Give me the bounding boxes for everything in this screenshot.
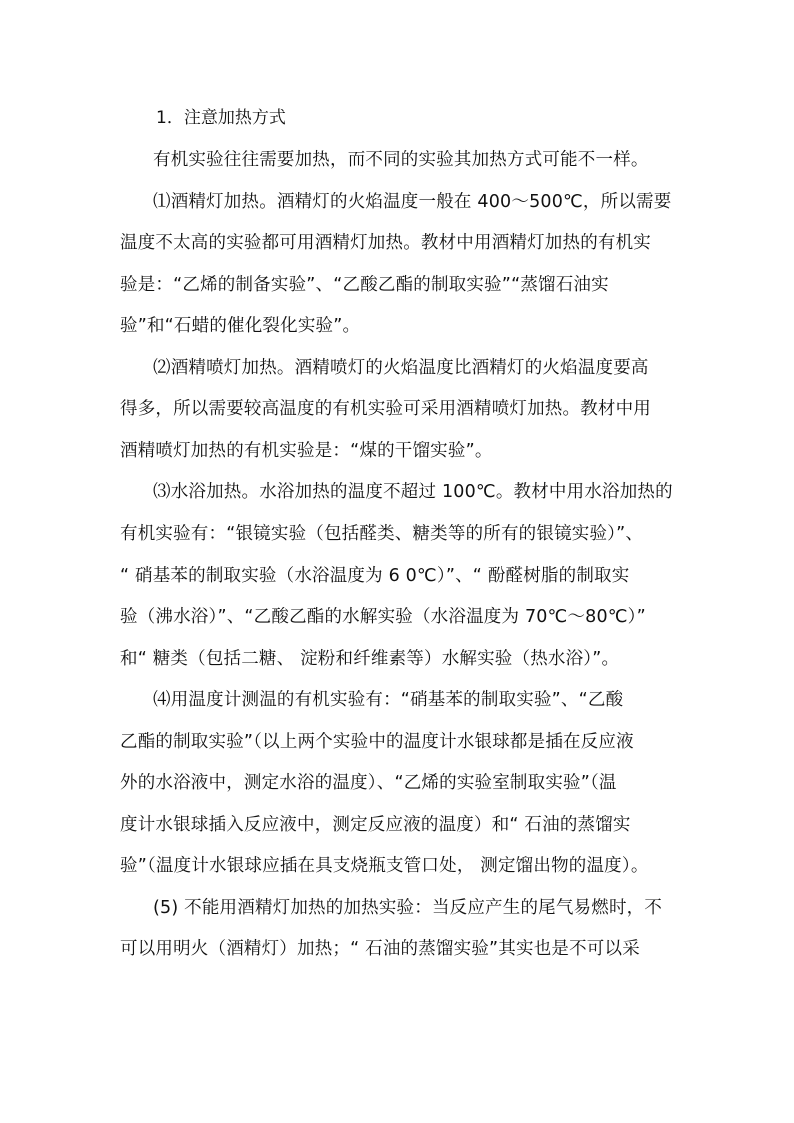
text-line: 温度不太高的实验都可用酒精灯加热。教材中用酒精灯加热的有机实 [120,233,651,253]
text-line: 得多，所以需要较高温度的有机实验可采用酒精喷灯加热。教材中用 [120,399,651,419]
text-line: 验（沸水浴）”、“乙酸乙酯的水解实验（水浴温度为 70℃～80℃）” [120,607,646,627]
text-line: 乙酯的制取实验”（以上两个实验中的温度计水银球都是插在反应液 [120,732,634,752]
text-line: 可以用明火（酒精灯）加热；“ 石油的蒸馏实验”其实也是不可以采 [120,939,640,959]
text-line: 酒精喷灯加热的有机实验是：“煤的干馏实验”。 [120,441,493,461]
text-line: 验是：“乙烯的制备实验”、“乙酸乙酯的制取实验”“蒸馏石油实 [120,275,609,295]
text-line: ⑷用温度计测温的有机实验有：“硝基苯的制取实验”、“乙酸 [153,690,624,710]
text-line: 外的水浴液中，测定水浴的温度）、“乙烯的实验室制取实验”（温 [120,773,617,793]
text-line: 验”和“石蜡的催化裂化实验”。 [120,316,361,336]
text-line: “ 硝基苯的制取实验（水浴温度为 6 0℃）”、“ 酚醛树脂的制取实 [120,566,630,586]
text-line: 有机实验有：“银镜实验（包括醛类、糖类等的所有的银镜实验）”、 [120,524,644,544]
text-line: ⑴酒精灯加热。酒精灯的火焰温度一般在 400～500℃，所以需要 [153,192,672,212]
text-line: 验”（温度计水银球应插在具支烧瓶支管口处， 测定馏出物的温度）。 [120,856,649,876]
text-line: 度计水银球插入反应液中，测定反应液的温度）和“ 石油的蒸馏实 [120,815,631,835]
text-line: 和“ 糖类（包括二糖、 淀粉和纤维素等）水解实验（热水浴）”。 [120,649,620,669]
text-line: ⑶水浴加热。水浴加热的温度不超过 100℃。教材中用水浴加热的 [153,482,673,502]
text-line: ⑵酒精喷灯加热。酒精喷灯的火焰温度比酒精灯的火焰温度要高 [153,358,649,378]
text-line: (5) 不能用酒精灯加热的加热实验：当反应产生的尾气易燃时，不 [153,898,663,918]
section-heading: 1．注意加热方式 [156,108,286,128]
text-line: 有机实验往往需要加热，而不同的实验其加热方式可能不一样。 [153,150,649,170]
